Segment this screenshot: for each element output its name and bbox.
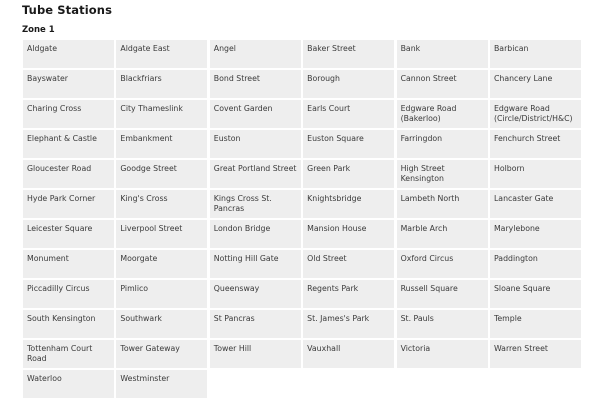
station-item[interactable]: Gloucester Road (23, 160, 114, 188)
station-item[interactable]: Temple (490, 310, 581, 338)
station-item[interactable]: Fenchurch Street (490, 130, 581, 158)
station-item[interactable]: Kings Cross St. Pancras (210, 190, 301, 218)
station-item[interactable]: St. Pauls (397, 310, 488, 338)
page-title: Tube Stations (22, 3, 113, 17)
station-item[interactable]: Notting Hill Gate (210, 250, 301, 278)
station-item[interactable]: Edgware Road (Circle/District/H&C) (490, 100, 581, 128)
station-item[interactable]: Euston Square (303, 130, 394, 158)
station-item[interactable]: Paddington (490, 250, 581, 278)
station-item[interactable]: Hyde Park Corner (23, 190, 114, 218)
station-item[interactable]: Farringdon (397, 130, 488, 158)
station-item[interactable]: Tottenham Court Road (23, 340, 114, 368)
station-item[interactable]: Green Park (303, 160, 394, 188)
station-item[interactable]: Piccadilly Circus (23, 280, 114, 308)
station-item[interactable]: Holborn (490, 160, 581, 188)
station-item[interactable]: King's Cross (116, 190, 207, 218)
station-item[interactable]: Goodge Street (116, 160, 207, 188)
station-item[interactable]: Baker Street (303, 40, 394, 68)
station-item[interactable]: Southwark (116, 310, 207, 338)
station-item[interactable]: Edgware Road (Bakerloo) (397, 100, 488, 128)
station-item[interactable]: Marble Arch (397, 220, 488, 248)
station-item[interactable]: Elephant & Castle (23, 130, 114, 158)
station-item[interactable]: Lambeth North (397, 190, 488, 218)
station-item[interactable]: Waterloo (23, 370, 114, 398)
station-item[interactable]: Covent Garden (210, 100, 301, 128)
station-item[interactable]: St Pancras (210, 310, 301, 338)
station-item[interactable]: Lancaster Gate (490, 190, 581, 218)
station-item[interactable]: Blackfriars (116, 70, 207, 98)
station-item[interactable]: Regents Park (303, 280, 394, 308)
station-item[interactable]: Moorgate (116, 250, 207, 278)
station-item[interactable]: Pimlico (116, 280, 207, 308)
station-item[interactable]: Bond Street (210, 70, 301, 98)
station-item[interactable]: Queensway (210, 280, 301, 308)
station-item[interactable]: Euston (210, 130, 301, 158)
station-item[interactable]: Great Portland Street (210, 160, 301, 188)
station-item[interactable]: City Thameslink (116, 100, 207, 128)
station-item[interactable]: Bank (397, 40, 488, 68)
station-grid (23, 40, 581, 398)
station-item[interactable]: Barbican (490, 40, 581, 68)
station-item[interactable]: Russell Square (397, 280, 488, 308)
station-item[interactable]: Tower Gateway (116, 340, 207, 368)
station-item[interactable]: Cannon Street (397, 70, 488, 98)
station-item[interactable]: St. James's Park (303, 310, 394, 338)
station-item[interactable]: Chancery Lane (490, 70, 581, 98)
station-item[interactable]: Old Street (303, 250, 394, 278)
station-item[interactable]: Borough (303, 70, 394, 98)
station-item[interactable]: Monument (23, 250, 114, 278)
station-item[interactable]: Sloane Square (490, 280, 581, 308)
station-item[interactable]: Westminster (116, 370, 207, 398)
station-item[interactable]: Mansion House (303, 220, 394, 248)
station-item[interactable]: Aldgate (23, 40, 114, 68)
station-item[interactable]: High Street Kensington (397, 160, 488, 188)
station-item[interactable]: Charing Cross (23, 100, 114, 128)
station-item[interactable]: Bayswater (23, 70, 114, 98)
station-item[interactable]: Vauxhall (303, 340, 394, 368)
station-item[interactable]: Angel (210, 40, 301, 68)
station-item[interactable]: Victoria (397, 340, 488, 368)
station-item[interactable]: Oxford Circus (397, 250, 488, 278)
station-item[interactable]: Warren Street (490, 340, 581, 368)
station-item[interactable]: South Kensington (23, 310, 114, 338)
zone-heading: Zone 1 (22, 25, 55, 35)
station-item[interactable]: Embankment (116, 130, 207, 158)
station-item[interactable]: Liverpool Street (116, 220, 207, 248)
station-item[interactable]: Earls Court (303, 100, 394, 128)
station-item[interactable]: Tower Hill (210, 340, 301, 368)
station-item[interactable]: Marylebone (490, 220, 581, 248)
station-item[interactable]: Knightsbridge (303, 190, 394, 218)
station-item[interactable]: London Bridge (210, 220, 301, 248)
station-item[interactable]: Leicester Square (23, 220, 114, 248)
station-item[interactable]: Aldgate East (116, 40, 207, 68)
